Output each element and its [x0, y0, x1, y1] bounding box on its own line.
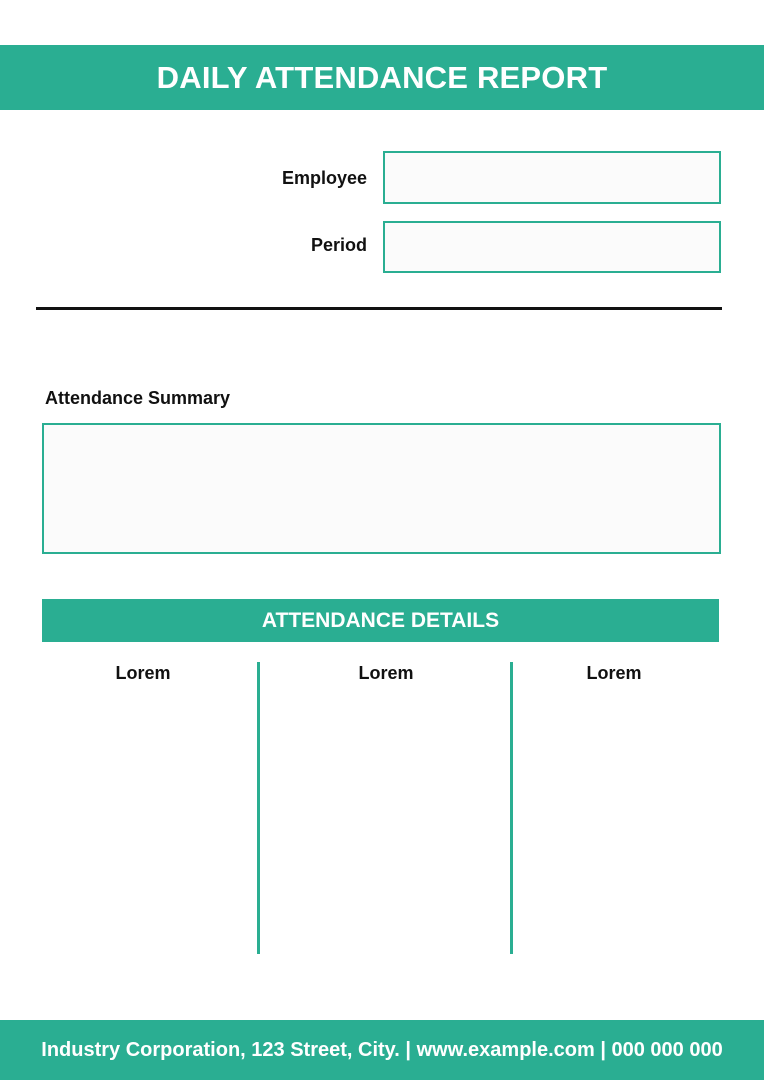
column-divider-1 — [257, 662, 260, 954]
summary-label: Attendance Summary — [45, 388, 231, 408]
column-header-2: Lorem — [358, 663, 414, 683]
column-header-3: Lorem — [586, 663, 642, 683]
details-title: ATTENDANCE DETAILS — [261, 608, 500, 632]
employee-label: Employee — [281, 168, 367, 188]
header-banner — [0, 45, 764, 110]
summary-field[interactable] — [42, 423, 721, 554]
section-divider — [36, 307, 722, 310]
employee-field[interactable] — [383, 151, 721, 204]
page-title: DAILY ATTENDANCE REPORT — [156, 59, 608, 95]
details-banner — [42, 599, 719, 642]
footer-contact: Industry Corporation, 123 Street, City. | www.example.com | 000 000 000 — [41, 1038, 723, 1061]
column-header-1: Lorem — [115, 663, 171, 683]
footer-banner — [0, 1020, 764, 1080]
period-label: Period — [310, 235, 367, 255]
column-divider-2 — [510, 662, 513, 954]
period-field[interactable] — [383, 221, 721, 273]
